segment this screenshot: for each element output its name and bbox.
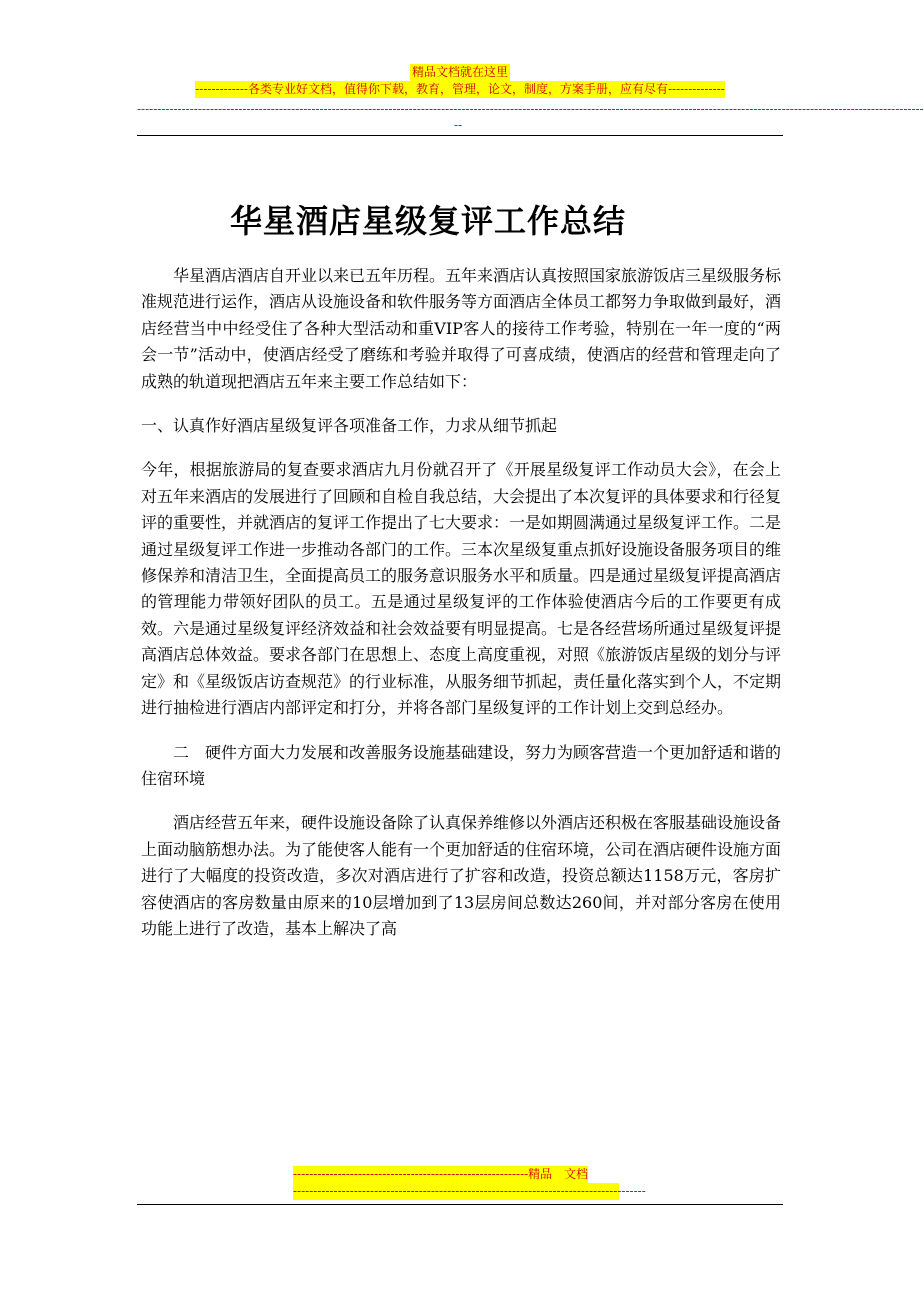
header-description: -------------各类专业好文档，值得你下载，教育，管理，论文，制度，方案手册，应有尽有-------------- — [195, 82, 725, 96]
footer-dash-line: --------------------------------------------------------------------------------------- — [293, 1184, 646, 1198]
paragraph-section-1: 今年，根据旅游局的复查要求酒店九月份就召开了《开展星级复评工作动员大会》，在会上对五年来酒店的发展进行了回顾和自检自我总结，大会提出了本次复评的具体要求和行径复评的重要性，并就酒店的复评工作提出了七大要求：一是如期圆满通过星级复评工作。二是通过星级复评工作进一步推动各部门的工作。三本次星级复重点抓好设施设备服务项目的维修保养和清洁卫生，全面提高员工的服务意识服务水平和质量。四是通过星级复评提高酒店的管理能力带领好团队的员工。五是通过星级复评的工作体验使酒店今后的工作要更有成效。六是通过星级复评经济效益和社会效益要有明显提高。七是各经营场所通过星级复评提高酒店总体效益。要求各部门在思想上、态度上高度重视，对照《旅游饭店星级的划分与评定》和《星级饭店访查规范》的行业标准，从服务细节抓起，责任量化落实到个人，不定期进行抽检进行酒店内部评定和打分，并将各部门星级复评的工作计划上交到总经办。 — [141, 460, 782, 718]
document-body — [141, 263, 781, 942]
header-dash-line: -------------------------------------------------------------------------------------------------------------------------------------------------------------------------------------------------- — [137, 102, 924, 116]
footer-rule — [137, 1204, 783, 1205]
paragraph-section-2: 酒店经营五年来，硬件设施设备除了认真保养维修以外酒店还积极在客服基础设施设备上面动脑筋想办法。为了能使客人能有一个更加舒适的住宿环境，公司在酒店硬件设施方面进行了大幅度的投资改造，多次对酒店进行了扩容和改造，投资总额达1158万元，客房扩容使酒店的客房数量由原来的10层增加到了13层房间总数达260间，并对部分客房在使用功能上进行了改造，基本上解决了高 — [141, 813, 782, 938]
footer-label: ----------------------------------------------------------精品 文档 — [293, 1167, 589, 1181]
section-heading-2: 二 硬件方面大力发展和改善服务设施基础建设，努力为顾客营造一个更加舒适和谐的住宿环境 — [141, 742, 782, 788]
header-tagline: 精品文档就在这里 — [411, 65, 508, 79]
document-title: 华星酒店星级复评工作总结 — [229, 202, 626, 240]
page-header — [137, 64, 783, 98]
page-footer — [293, 1166, 646, 1200]
section-heading-1: 一、认真作好酒店星级复评各项准备工作，力求从细节抓起 — [141, 416, 558, 436]
header-rule — [137, 135, 783, 136]
header-dash-tail: -- — [454, 118, 463, 132]
paragraph-intro: 华星酒店酒店自开业以来已五年历程。五年来酒店认真按照国家旅游饭店三星级服务标准规范进行运作，酒店从设施设备和软件服务等方面酒店全体员工都努力争取做到最好，酒店经营当中中经受住了各种大型活动和重VIP客人的接待工作考验，特别在一年一度的“两会一节”活动中，使酒店经受了磨练和考验并取得了可喜成绩，使酒店的经营和管理走向了成熟的轨道现把酒店五年来主要工作总结如下： — [141, 266, 782, 391]
